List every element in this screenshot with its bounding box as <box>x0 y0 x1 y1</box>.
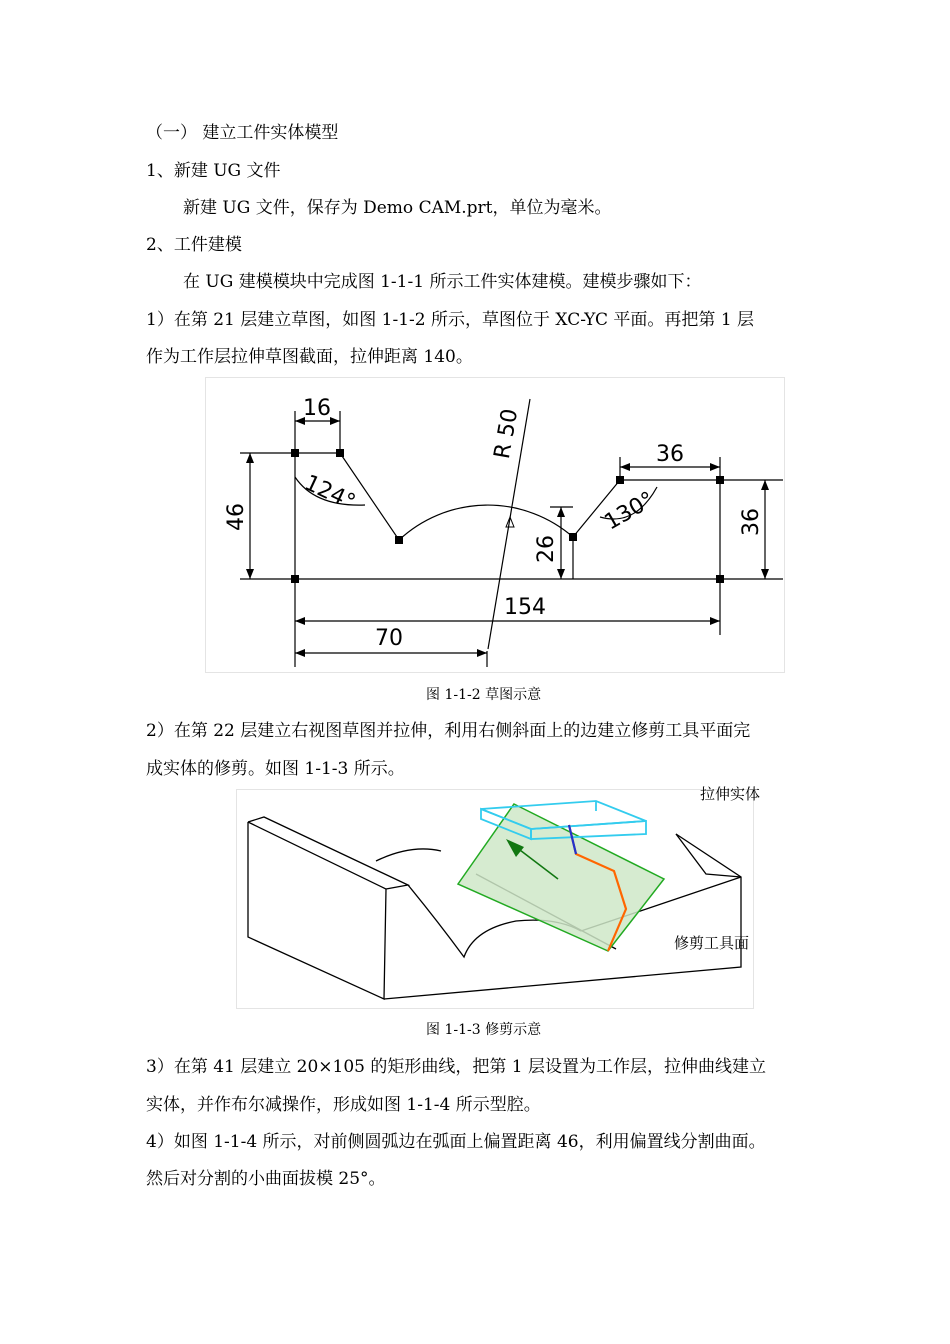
dim-26: 26 <box>534 535 559 563</box>
dim-46: 46 <box>224 503 249 531</box>
dim-16: 16 <box>303 396 331 421</box>
label-extrude-solid: 拉伸实体 <box>700 785 761 803</box>
section2-title: 2、工件建模 <box>146 235 242 255</box>
sketch-figure <box>205 377 785 673</box>
section1-title: 1、新建 UG 文件 <box>146 161 281 181</box>
figure-sketch-caption: 图 1-1-2 草图示意 <box>426 687 542 703</box>
label-trim-face: 修剪工具面 <box>674 934 750 952</box>
section1-body: 新建 UG 文件，保存为 Demo CAM.prt，单位为毫米。 <box>183 198 612 218</box>
trim-figure <box>236 789 754 1009</box>
dim-70: 70 <box>375 626 403 651</box>
dim-36-top: 36 <box>656 442 684 467</box>
step1-line2: 作为工作层拉伸草图截面，拉伸距离 140。 <box>146 347 473 367</box>
step3-line2: 实体，并作布尔减操作，形成如图 1-1-4 所示型腔。 <box>146 1095 541 1115</box>
section2-intro: 在 UG 建模模块中完成图 1-1-1 所示工件实体建模。建模步骤如下： <box>183 272 702 292</box>
step2-line2: 成实体的修剪。如图 1-1-3 所示。 <box>146 759 405 779</box>
page-heading: （一） 建立工件实体模型 <box>146 123 339 143</box>
dim-130deg: 130° <box>600 487 659 536</box>
step3-line1: 3）在第 41 层建立 20×105 的矩形曲线，把第 1 层设置为工作层，拉伸曲线建立 <box>146 1057 767 1077</box>
dim-124deg: 124° <box>300 470 360 516</box>
step1-line1: 1）在第 21 层建立草图，如图 1-1-2 所示，草图位于 XC-YC 平面。再把第 1 层 <box>146 310 755 330</box>
dim-36-right: 36 <box>739 508 764 536</box>
step4-line2: 然后对分割的小曲面拔模 25°。 <box>146 1169 386 1189</box>
dim-r50: R 50 <box>489 406 524 461</box>
step4-line1: 4）如图 1-1-4 所示，对前侧圆弧边在弧面上偏置距离 46，利用偏置线分割曲面。 <box>146 1132 766 1152</box>
figure-trim-caption: 图 1-1-3 修剪示意 <box>426 1022 542 1038</box>
step2-line1: 2）在第 22 层建立右视图草图并拉伸，利用右侧斜面上的边建立修剪工具平面完 <box>146 721 751 741</box>
dim-154: 154 <box>504 595 546 620</box>
